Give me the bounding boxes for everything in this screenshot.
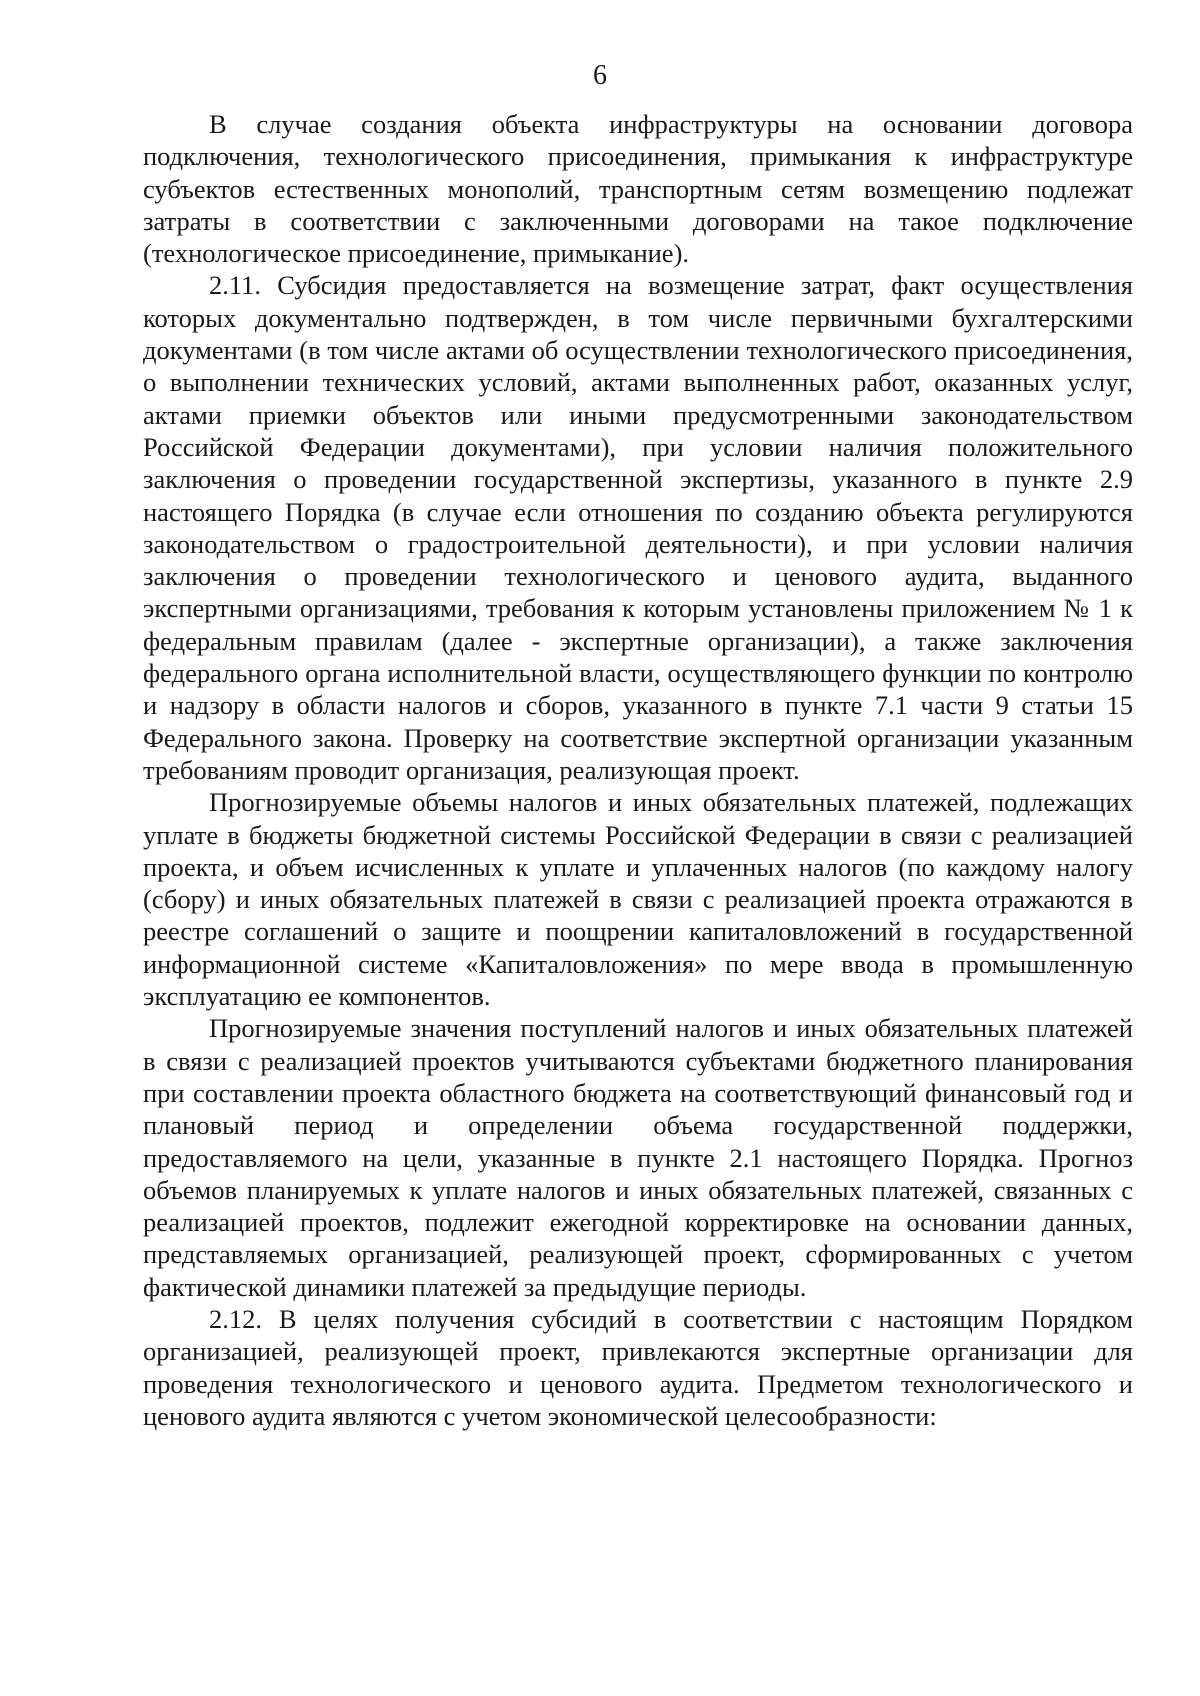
paragraph-infrastructure-connection: В случае создания объекта инфраструктуры на основании договора подключения, технологического присоединения, примыкания к инфраструктуре субъектов естественных монополий, транспортным сетям возмещению подлежат затраты в соответствии с заключенными договорами на такое подключение (технологическое присоединение, примыкание).	[143, 109, 1133, 269]
page-number: 6	[593, 60, 607, 91]
paragraph-forecast-tax-revenues: Прогнозируемые значения поступлений налогов и иных обязательных платежей в связи с реализацией проектов учитываются субъектами бюджетного планирования при составлении проекта областного бюджета на соответствующий финансовый год и плановый период и определении объема государственной поддержки, предоставляемого на цели, указанные в пункте 2.1 настоящего Порядка. Прогноз объемов планируемых к уплате налогов и иных обязательных платежей, связанных с реализацией проектов, подлежит ежегодной корректировке на основании данных, представляемых организацией, реализующей проект, сформированных с учетом фактической динамики платежей за предыдущие периоды.	[143, 1013, 1133, 1302]
document-body	[143, 108, 1133, 1432]
paragraph-2-11-subsidy-conditions: 2.11. Субсидия предоставляется на возмещение затрат, факт осуществления которых документально подтвержден, в том числе первичными бухгалтерскими документами (в том числе актами об осуществлении технологического присоединения, о выполнении технических условий, актами выполненных работ, оказанных услуг, актами приемки объектов или иными предусмотренными законодательством Российской Федерации документами), при условии наличия положительного заключения о проведении государственной экспертизы, указанного в пункте 2.9 настоящего Порядка (в случае если отношения по созданию объекта регулируются законодательством о градостроительной деятельности), и при условии наличия заключения о проведении технологического и ценового аудита, выданного экспертными организациями, требования к которым установлены приложением № 1 к федеральным правилам (далее - экспертные организации), а также заключения федерального органа исполнительной власти, осуществляющего функции по контролю и надзору в области налогов и сборов, указанного в пункте 7.1 части 9 статьи 15 Федерального закона. Проверку на соответствие экспертной организации указанным требованиям проводит организация, реализующая проект.	[143, 270, 1133, 785]
paragraph-2-12-expert-audit: 2.12. В целях получения субсидий в соответствии с настоящим Порядком организацией, реализующей проект, привлекаются экспертные организации для проведения технологического и ценового аудита. Предметом технологического и ценового аудита являются с учетом экономической целесообразности:	[143, 1303, 1133, 1431]
paragraph-forecast-tax-volumes: Прогнозируемые объемы налогов и иных обязательных платежей, подлежащих уплате в бюджеты бюджетной системы Российской Федерации в связи с реализацией проекта, и объем исчисленных к уплате и уплаченных налогов (по каждому налогу (сбору) и иных обязательных платежей в связи с реализацией проекта отражаются в реестре соглашений о защите и поощрении капиталовложений в государственной информационной системе «Капиталовложения» по мере ввода в промышленную эксплуатацию ее компонентов.	[143, 787, 1133, 1012]
